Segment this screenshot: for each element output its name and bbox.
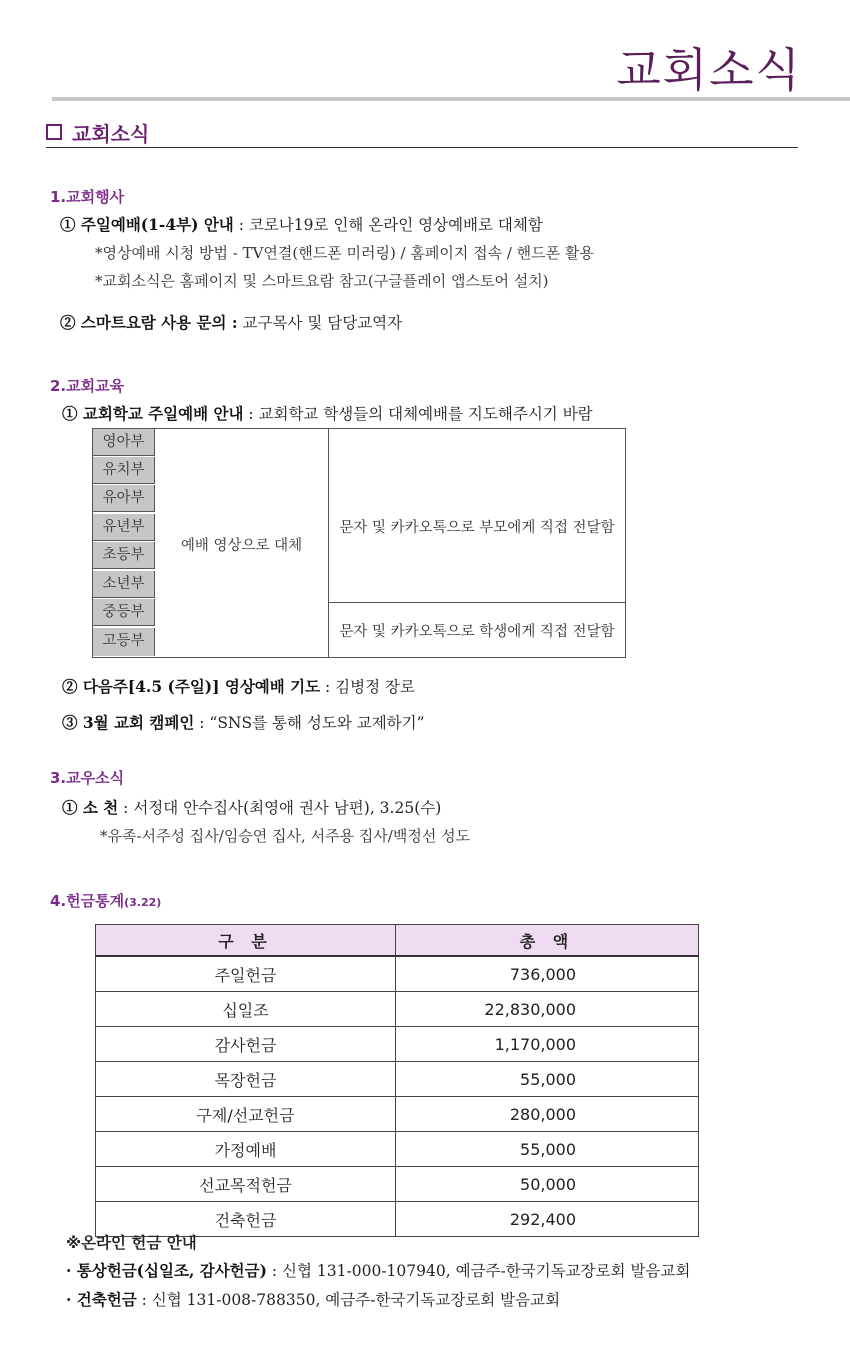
table-row	[96, 992, 699, 1027]
section-title-text: 교회소식	[72, 122, 150, 146]
department-cell: 초등부	[93, 542, 155, 569]
online-offering-line-2	[66, 1288, 560, 1310]
members-item-1	[62, 796, 441, 818]
replacement-cell: 예배 영상으로 대체	[180, 538, 303, 554]
offering-table-header	[96, 925, 699, 957]
education-schedule-table	[92, 428, 626, 658]
amount-cell: 22,830,000	[396, 992, 699, 1027]
department-cell: 중등부	[93, 599, 155, 626]
events-item-1-text: : 코로나19로 인해 온라인 영상예배로 대체함	[233, 216, 543, 234]
table-row	[96, 1062, 699, 1097]
table-row	[96, 1132, 699, 1167]
offering-table	[95, 924, 699, 1237]
education-item-2-text: : 김병정 장로	[320, 678, 415, 696]
column-header-category: 구 분	[96, 925, 396, 957]
education-item-3-label: ③ 3월 교회 캠페인	[62, 713, 195, 732]
column-header-amount: 총 액	[396, 925, 699, 957]
events-item-1-label: ① 주일예배(1-4부) 안내	[60, 215, 234, 234]
events-note-1: *영상예배 시청 방법 - TV연결(핸드폰 미러링) / 홈페이지 접속 / 핸드폰 활용	[95, 244, 594, 262]
department-cell: 영아부	[93, 429, 155, 456]
education-item-1-text: : 교회학교 학생들의 대체예배를 지도해주시기 바람	[243, 405, 593, 423]
offering-heading-text: 4.헌금통계	[50, 892, 125, 910]
events-item-2-label: ② 스마트요람 사용 문의 :	[60, 313, 238, 332]
events-note-2: *교회소식은 홈페이지 및 스마트요람 참고(구글플레이 앱스토어 설치)	[95, 272, 549, 290]
amount-cell: 736,000	[396, 956, 699, 992]
online-offering-title: ※온라인 헌금 안내	[66, 1234, 197, 1252]
department-cell: 소년부	[93, 571, 155, 598]
offering-heading	[50, 890, 161, 911]
amount-cell: 55,000	[396, 1132, 699, 1167]
education-item-3	[62, 711, 425, 733]
events-item-1	[60, 213, 543, 235]
category-cell: 목장헌금	[96, 1062, 396, 1097]
table-row	[96, 1097, 699, 1132]
online-offering-line-2-text: : 신협 131-008-788350, 예금주-한국기독교장로회 발음교회	[136, 1291, 561, 1309]
amount-cell: 280,000	[396, 1097, 699, 1132]
amount-cell: 1,170,000	[396, 1027, 699, 1062]
header-divider	[52, 97, 850, 101]
amount-cell: 55,000	[396, 1062, 699, 1097]
events-item-2	[60, 311, 402, 333]
category-cell: 선교목적헌금	[96, 1167, 396, 1202]
category-cell: 감사헌금	[96, 1027, 396, 1062]
department-cell: 유아부	[93, 485, 155, 512]
delivery-students-cell: 문자 및 카카오톡으로 학생에게 직접 전달함	[339, 624, 615, 640]
department-cell: 유년부	[93, 514, 155, 541]
members-item-1-label: ① 소 천	[62, 798, 119, 817]
events-heading: 1.교회행사	[50, 188, 125, 206]
category-cell: 가정예배	[96, 1132, 396, 1167]
education-item-1	[62, 402, 593, 424]
members-note: *유족-서주성 집사/임승연 집사, 서주용 집사/백정선 성도	[100, 827, 471, 845]
education-item-3-text: : “SNS를 통해 성도와 교제하기”	[194, 714, 425, 732]
members-item-1-text: : 서정대 안수집사(최영애 권사 남편), 3.25(수)	[118, 799, 442, 817]
online-offering-line-1-label: · 통상헌금(십일조, 감사헌금)	[66, 1261, 267, 1280]
section-divider	[46, 147, 798, 148]
category-cell: 구제/선교헌금	[96, 1097, 396, 1132]
events-item-2-text: 교구목사 및 담당교역자	[237, 314, 403, 332]
section-title	[46, 118, 149, 147]
table-row	[96, 956, 699, 992]
category-cell: 건축헌금	[96, 1202, 396, 1237]
education-item-2-label: ② 다음주[4.5 (주일)] 영상예배 기도	[62, 677, 321, 696]
category-cell: 주일헌금	[96, 956, 396, 992]
online-offering-line-1	[66, 1259, 690, 1281]
department-cell: 유치부	[93, 457, 155, 484]
table-row	[96, 1167, 699, 1202]
amount-cell: 50,000	[396, 1167, 699, 1202]
amount-cell: 292,400	[396, 1202, 699, 1237]
members-heading: 3.교우소식	[50, 769, 125, 787]
category-cell: 십일조	[96, 992, 396, 1027]
checkbox-square-icon	[46, 124, 62, 140]
table-divider	[328, 602, 625, 603]
table-row	[96, 1027, 699, 1062]
delivery-parents-cell: 문자 및 카카오톡으로 부모에게 직접 전달함	[339, 520, 615, 536]
education-item-1-label: ① 교회학교 주일예배 안내	[62, 404, 244, 423]
page-title: 교회소식	[616, 43, 802, 97]
online-offering-line-1-text: : 신협 131-000-107940, 예금주-한국기독교장로회 발음교회	[266, 1262, 691, 1280]
education-item-2	[62, 675, 415, 697]
offering-date: (3.22)	[124, 896, 162, 909]
education-heading: 2.교회교육	[50, 377, 125, 395]
department-cell: 고등부	[93, 628, 155, 656]
online-offering-line-2-label: · 건축헌금	[66, 1290, 137, 1309]
